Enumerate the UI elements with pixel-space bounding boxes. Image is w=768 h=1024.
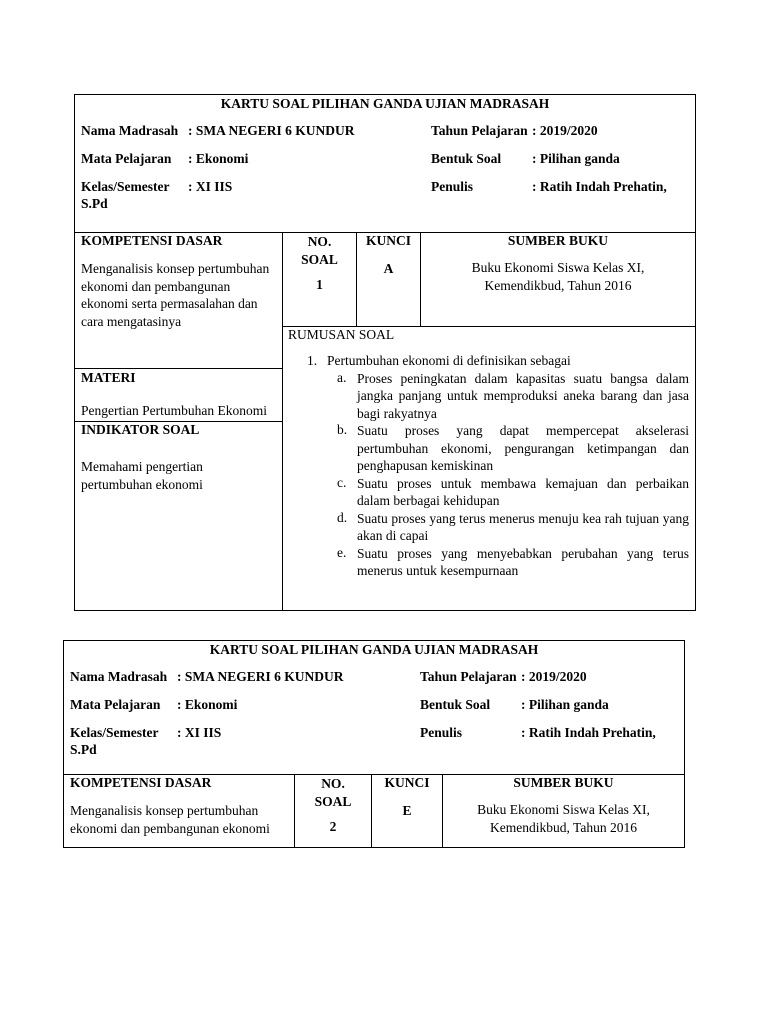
penulis-label: Penulis [431, 179, 474, 194]
question-text: Pertumbuhan ekonomi di definisikan sebagai [327, 353, 571, 368]
penulis-value: : Ratih Indah Prehatin, [532, 179, 667, 194]
kompetensi-dasar-text: Menganalisis konsep pertumbuhan ekonomi dan pembangunan ekonomi serta permasalahan dan cara mengatasinya [81, 261, 270, 329]
option-b [337, 422, 689, 475]
kelas-semester-label: Kelas/Semester [70, 725, 159, 740]
kompetensi-dasar-text: Menganalisis konsep pertumbuhan ekonomi dan pembangunan ekonomi [70, 803, 270, 836]
kompetensi-dasar-header: KOMPETENSI DASAR [70, 775, 212, 790]
penulis-value: : Ratih Indah Prehatin, [521, 725, 656, 740]
question-card-2 [63, 640, 685, 848]
materi-header: MATERI [81, 370, 136, 385]
kunci-value: E [402, 803, 412, 818]
penulis-label: Penulis [420, 725, 463, 740]
nama-madrasah-value: : SMA NEGERI 6 KUNDUR [177, 669, 344, 684]
rumusan-soal-header: RUMUSAN SOAL [288, 327, 395, 342]
kompetensi-dasar-header: KOMPETENSI DASAR [81, 233, 223, 248]
indikator-soal-header: INDIKATOR SOAL [81, 422, 200, 437]
card-title: KARTU SOAL PILIHAN GANDA UJIAN MADRASAH [209, 642, 539, 657]
option-a [337, 370, 689, 423]
no-soal-header: NO. SOAL [301, 234, 338, 267]
bentuk-soal-label: Bentuk Soal [431, 151, 502, 166]
divider [75, 368, 282, 369]
bentuk-soal-value: : Pilihan ganda [521, 697, 609, 712]
bentuk-soal-label: Bentuk Soal [420, 697, 491, 712]
question-card-1 [74, 94, 696, 611]
option-text: Proses peningkatan dalam kapasitas suatu bangsa dalam jangka panjang untuk memproduksi aneka barang dan jasa bagi rakyatnya [357, 370, 689, 421]
no-soal-value: 2 [329, 819, 337, 834]
kunci-header: KUNCI [384, 775, 430, 790]
mata-pelajaran-label: Mata Pelajaran [81, 151, 172, 166]
kunci-value: A [383, 261, 394, 276]
question-body [307, 353, 689, 580]
option-letter: d. [337, 509, 348, 525]
nama-madrasah-value: : SMA NEGERI 6 KUNDUR [188, 123, 355, 138]
penulis-suffix: S.Pd [81, 196, 108, 211]
sumber-buku-text: Buku Ekonomi Siswa Kelas XI, Kemendikbud, Tahun 2016 [477, 802, 650, 835]
kunci-header: KUNCI [365, 233, 411, 248]
tahun-pelajaran-label: Tahun Pelajaran [420, 669, 517, 684]
sumber-buku-header: SUMBER BUKU [507, 233, 609, 248]
option-text: Suatu proses yang menyebabkan perubahan yang terus menerus untuk kesempurnaan [357, 545, 689, 579]
option-text: Suatu proses yang terus menerus menuju kea rah tujuan yang akan di capai [357, 510, 689, 544]
option-e [337, 545, 689, 580]
sumber-buku-text: Buku Ekonomi Siswa Kelas XI, Kemendikbud, Tahun 2016 [471, 260, 645, 293]
kelas-semester-value: : XI IIS [177, 725, 222, 740]
no-soal-header: NO. SOAL [314, 776, 352, 809]
no-soal-value: 1 [316, 277, 323, 292]
sumber-buku-header: SUMBER BUKU [513, 775, 614, 790]
mata-pelajaran-label: Mata Pelajaran [70, 697, 161, 712]
tahun-pelajaran-label: Tahun Pelajaran [431, 123, 528, 138]
nama-madrasah-label: Nama Madrasah [70, 669, 168, 684]
bentuk-soal-value: : Pilihan ganda [532, 151, 620, 166]
materi-text: Pengertian Pertumbuhan Ekonomi [81, 403, 267, 418]
kelas-semester-value: : XI IIS [188, 179, 233, 194]
kelas-semester-label: Kelas/Semester [81, 179, 170, 194]
option-letter: a. [337, 369, 347, 385]
option-c [337, 475, 689, 510]
option-text: Suatu proses yang dapat mempercepat akselerasi pertumbuhan ekonomi, pengurangan ketimpangan dan penghapusan kemiskinan [357, 423, 689, 474]
nama-madrasah-label: Nama Madrasah [81, 123, 179, 138]
indikator-soal-text: Memahami pengertian pertumbuhan ekonomi [81, 459, 203, 492]
option-letter: b. [337, 422, 348, 438]
option-letter: e. [337, 544, 347, 560]
tahun-pelajaran-value: : 2019/2020 [521, 669, 587, 684]
option-text: Suatu proses untuk membawa kemajuan dan perbaikan dalam berbagai kehidupan [357, 475, 689, 509]
question-stem [307, 353, 689, 370]
mata-pelajaran-value: : Ekonomi [188, 151, 249, 166]
tahun-pelajaran-value: : 2019/2020 [532, 123, 598, 138]
option-letter: c. [337, 474, 347, 490]
option-d [337, 510, 689, 545]
question-number: 1. [307, 353, 318, 368]
penulis-suffix: S.Pd [70, 742, 97, 757]
mata-pelajaran-value: : Ekonomi [177, 697, 238, 712]
card-title: KARTU SOAL PILIHAN GANDA UJIAN MADRASAH [220, 96, 550, 111]
